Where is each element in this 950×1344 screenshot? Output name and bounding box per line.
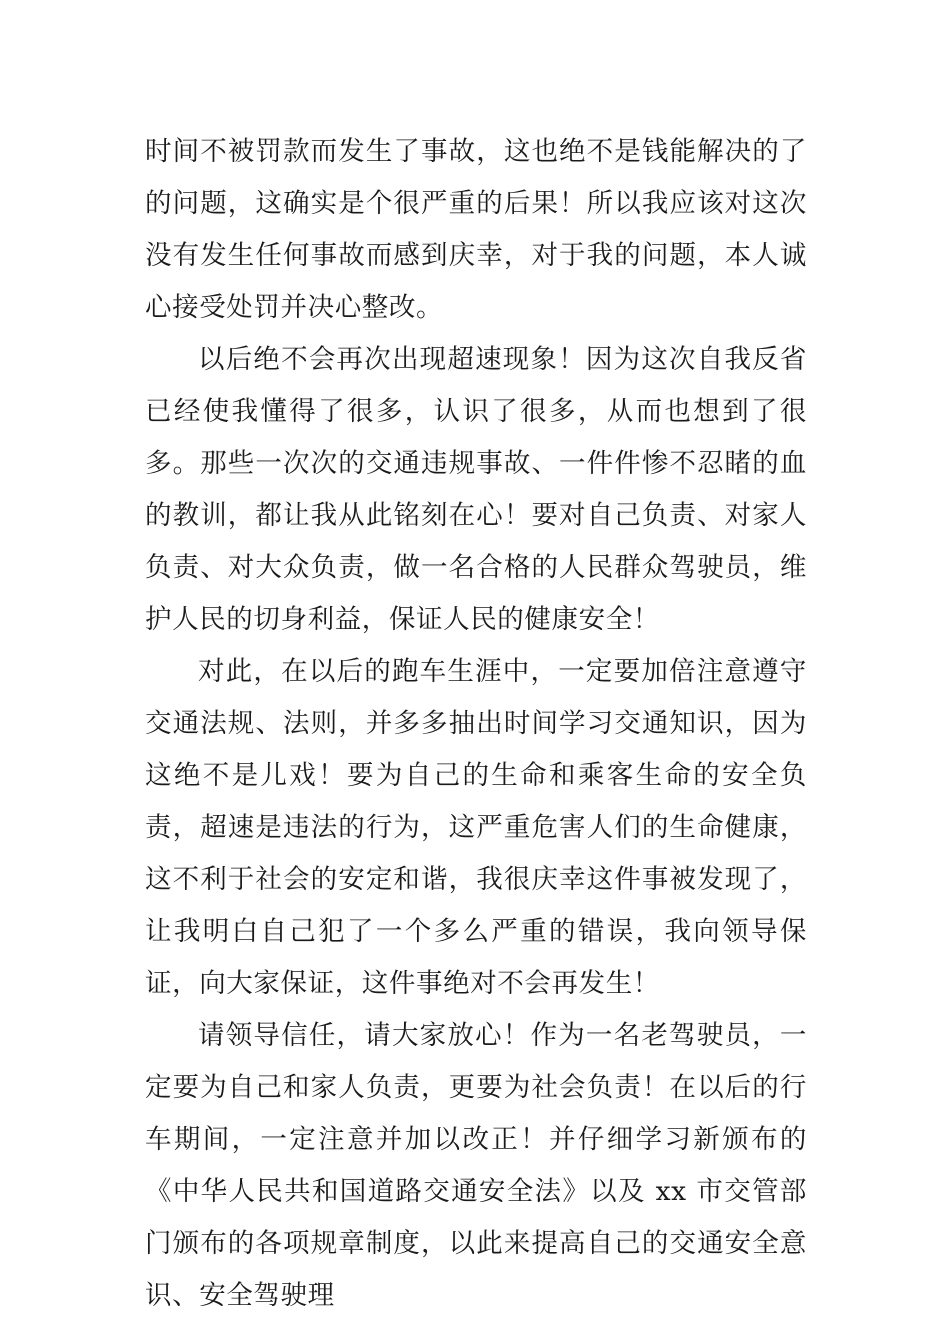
document-body	[145, 126, 807, 1322]
paragraph-2: 以后绝不会再次出现超速现象！因为这次自我反省已经使我懂得了很多，认识了很多，从而也想到了很多。那些一次次的交通违规事故、一件件惨不忍睹的血的教训，都让我从此铭刻在心！要对自己负责、对家人负责、对大众负责，做一名合格的人民群众驾驶员，维护人民的切身利益，保证人民的健康安全！	[145, 344, 807, 635]
paragraph-4: 请领导信任，请大家放心！作为一名老驾驶员，一定要为自己和家人负责，更要为社会负责！在以后的行车期间，一定注意并加以改正！并仔细学习新颁布的《中华人民共和国道路交通安全法》以及 xx 市交管部门颁布的各项规章制度，以此来提高自己的交通安全意识、安全驾驶理	[145, 1020, 807, 1311]
paragraph-3: 对此，在以后的跑车生涯中，一定要加倍注意遵守交通法规、法则，并多多抽出时间学习交通知识，因为这绝不是儿戏！要为自己的生命和乘客生命的安全负责，超速是违法的行为，这严重危害人们的生命健康，这不利于社会的安定和谐，我很庆幸这件事被发现了，让我明白自己犯了一个多么严重的错误，我向领导保证，向大家保证，这件事绝对不会再发生！	[145, 656, 807, 999]
paragraph-1: 时间不被罚款而发生了事故，这也绝不是钱能解决的了的问题，这确实是个很严重的后果！所以我应该对这次没有发生任何事故而感到庆幸，对于我的问题，本人诚心接受处罚并决心整改。	[145, 136, 807, 323]
